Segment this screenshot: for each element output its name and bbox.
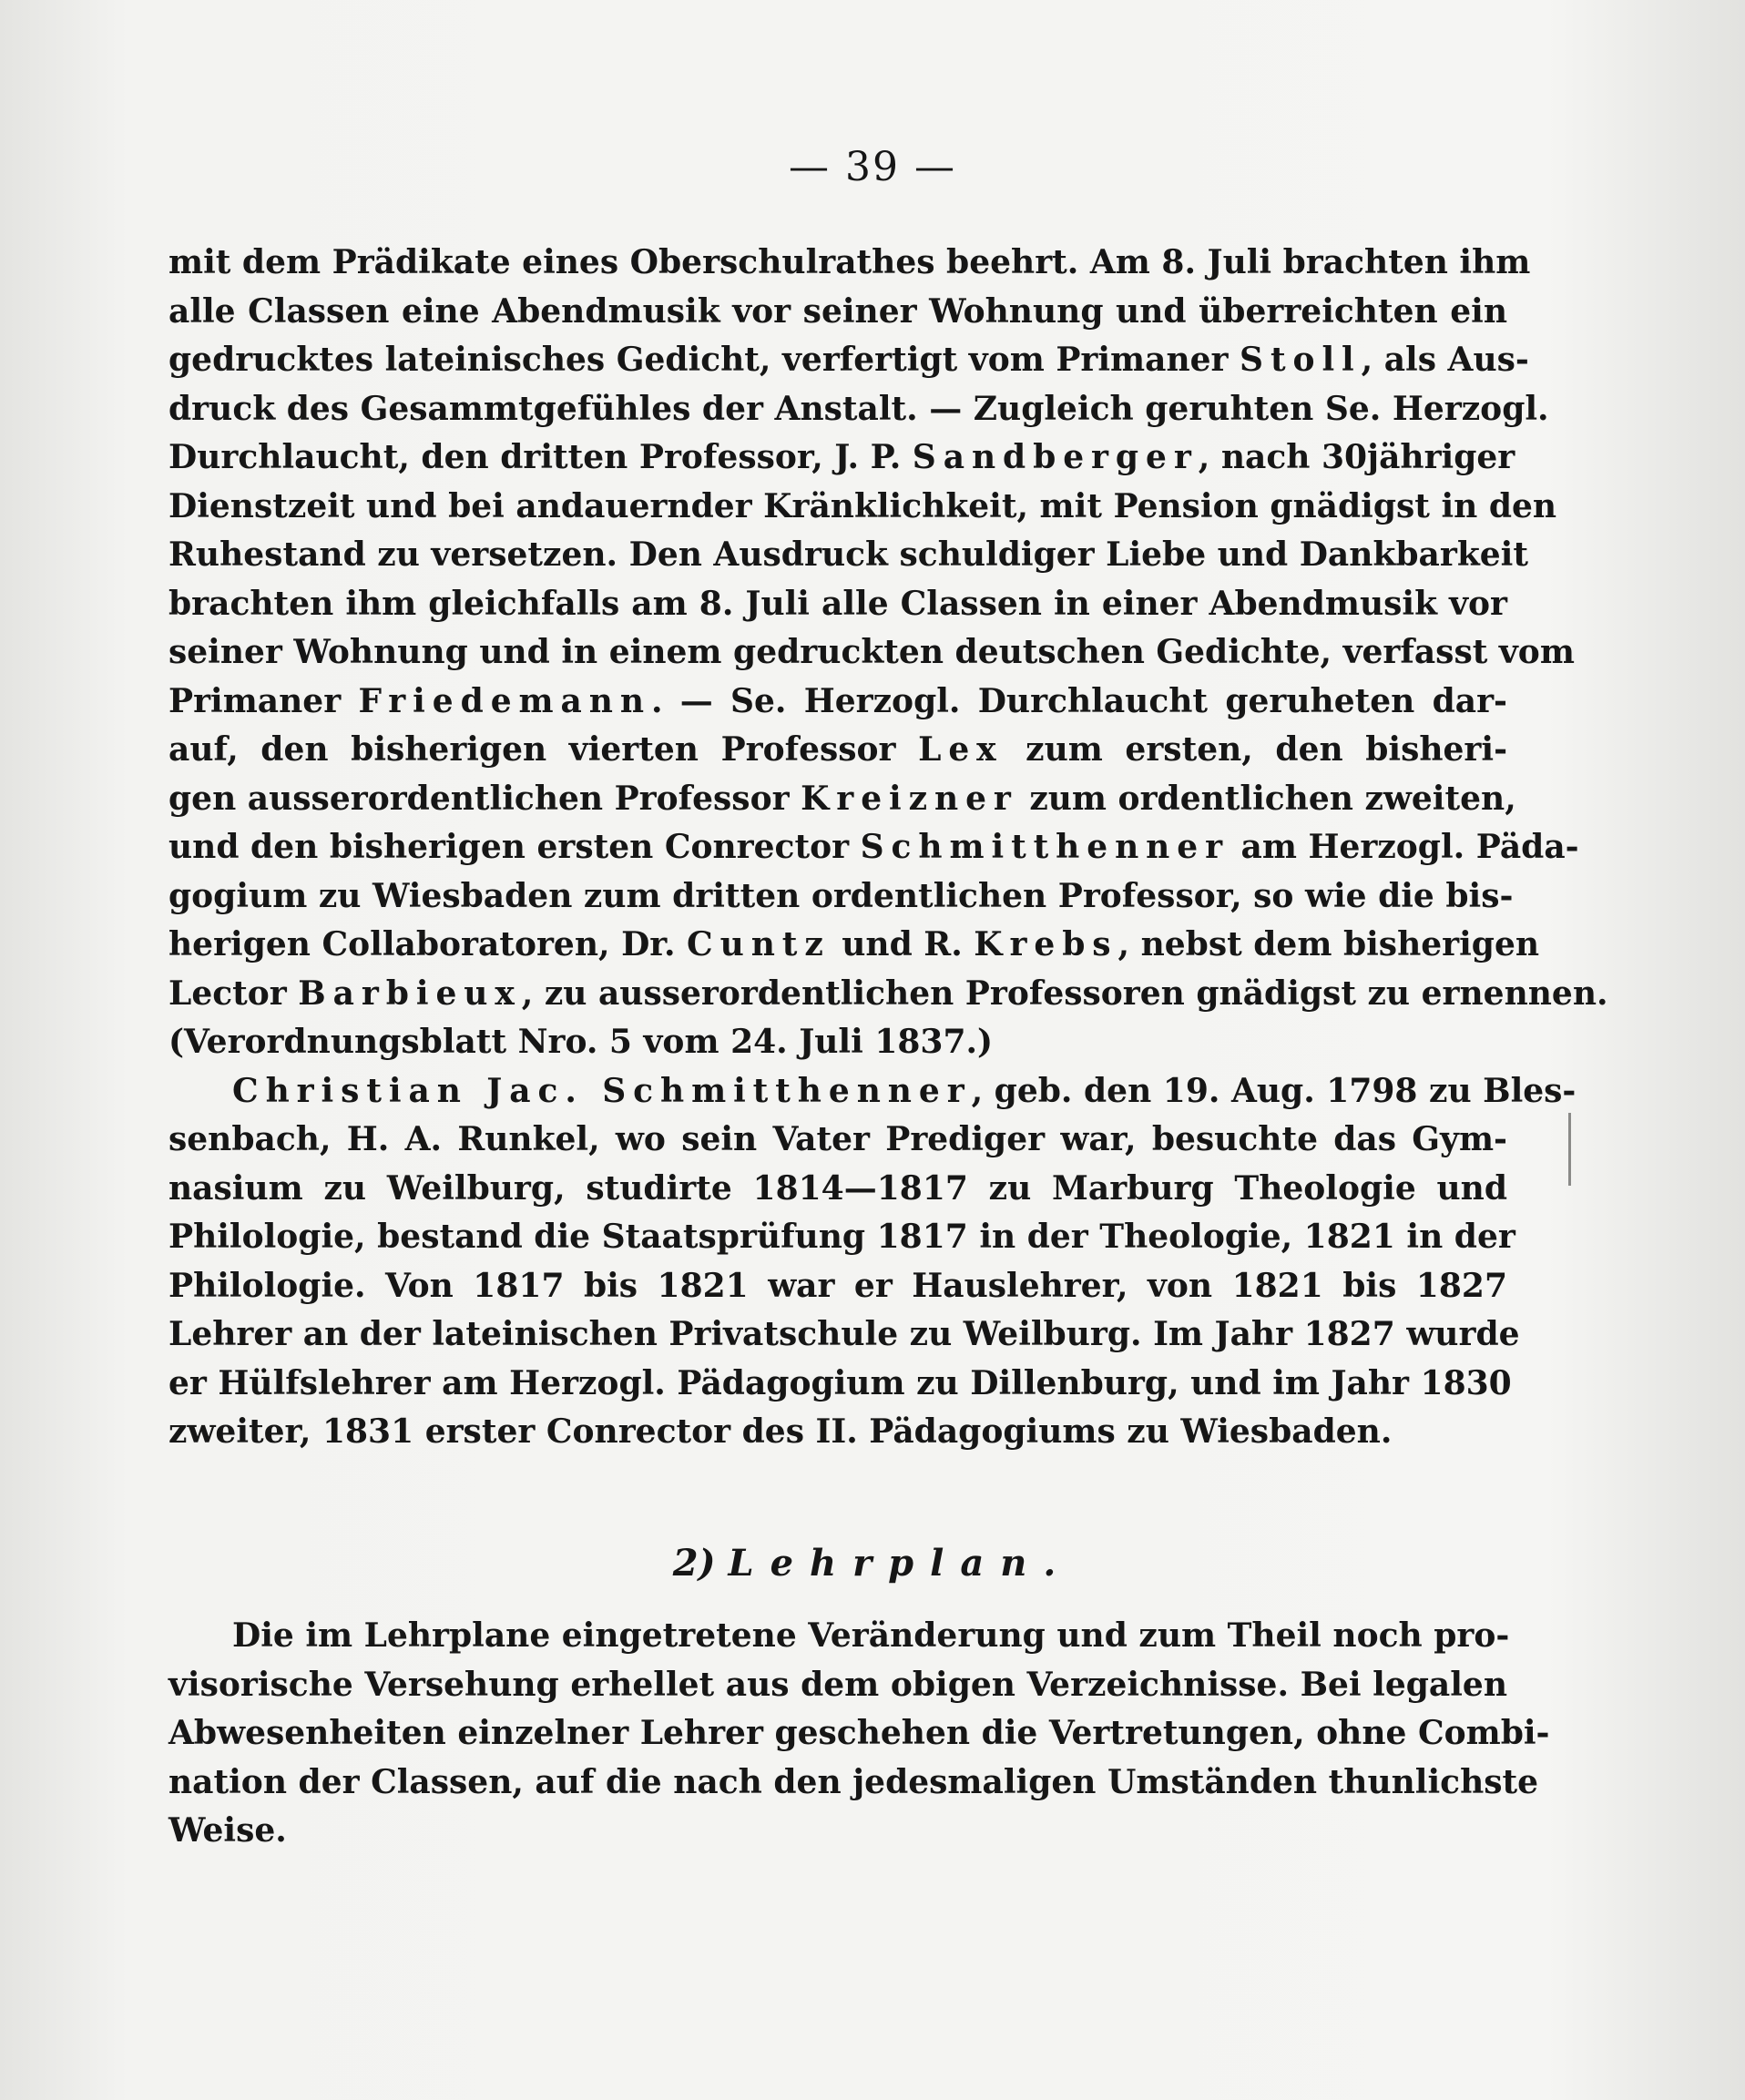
text-line: gogium zu Wiesbaden zum dritten ordentlichen Professor, so wie die bis-: [168, 876, 1514, 915]
margin-mark: [1568, 1113, 1571, 1186]
text-line: mit dem Prädikate eines Oberschulrathes beehrt. Am 8. Juli brachten ihm: [168, 243, 1531, 281]
spaced-name: Lex: [918, 730, 1004, 769]
spaced-name: Krebs: [974, 925, 1118, 963]
spaced-name: Friedemann: [358, 681, 651, 720]
text-line: Die im Lehrplane eingetretene Veränderung und zum Theil noch pro-: [232, 1616, 1510, 1655]
text-line: Christian Jac. Schmitthenner, geb. den 19. Aug. 1798 zu Bles-: [232, 1071, 1577, 1110]
text-line: senbach, H. A. Runkel, wo sein Vater Prediger war, besuchte das Gym-: [168, 1120, 1507, 1158]
spaced-name: Sandberger: [912, 438, 1199, 476]
text-line: Primaner Friedemann. — Se. Herzogl. Durchlaucht geruheten dar-: [168, 681, 1507, 720]
text-line: Dienstzeit und bei andauernder Kränklichkeit, mit Pension gnädigst in den: [168, 486, 1557, 525]
text-line: nasium zu Weilburg, studirte 1814—1817 zu Marburg Theologie und: [168, 1168, 1507, 1208]
page-number: — 39 —: [789, 144, 956, 190]
paragraph-honors-and-appointments: [168, 239, 1608, 1067]
text-line: Lehrer an der lateinischen Privatschule zu Weilburg. Im Jahr 1827 wurde: [168, 1315, 1520, 1353]
text-line: Abwesenheiten einzelner Lehrer geschehen die Vertretungen, ohne Combi-: [168, 1714, 1550, 1752]
text-line: Lector Barbieux, zu ausserordentlichen Professoren gnädigst zu ernennen.: [168, 974, 1608, 1013]
spaced-name: Christian Jac. Schmitthenner: [232, 1071, 972, 1110]
text-line: nation der Classen, auf die nach den jedesmaligen Umständen thunlichste: [168, 1762, 1539, 1801]
spaced-name: Stoll: [1240, 341, 1362, 379]
text-line: brachten ihm gleichfalls am 8. Juli alle Classen in einer Abendmusik vor: [168, 584, 1507, 623]
text-line: auf, den bisherigen vierten Professor Lex zum ersten, den bisheri-: [168, 730, 1508, 769]
text-line: Weise.: [168, 1811, 287, 1850]
paragraph-curriculum: [168, 1612, 1550, 1856]
text-line: zweiter, 1831 erster Conrector des II. Pädagogiums zu Wiesbaden.: [168, 1412, 1393, 1451]
text-line: Ruhestand zu versetzen. Den Ausdruck schuldiger Liebe und Dankbarkeit: [168, 535, 1528, 574]
text-line: seiner Wohnung und in einem gedruckten deutschen Gedichte, verfasst vom: [168, 633, 1575, 671]
section-number: 2): [672, 1542, 716, 1585]
spaced-name: Kreizner: [801, 779, 1018, 818]
main-text: [168, 239, 1608, 1457]
spaced-name: Cuntz: [687, 925, 831, 963]
text-line: und den bisherigen ersten Conrector Schmitthenner am Herzogl. Päda-: [168, 828, 1579, 866]
text-line: druck des Gesammtgefühles der Anstalt. — Zugleich geruhten Se. Herzogl.: [168, 389, 1549, 428]
text-line: gedrucktes lateinisches Gedicht, verfertigt vom Primaner Stoll, als Aus-: [168, 341, 1529, 379]
text-line: (Verordnungsblatt Nro. 5 vom 24. Juli 1837.): [168, 1023, 994, 1061]
text-line: Philologie. Von 1817 bis 1821 war er Hauslehrer, von 1821 bis 1827: [168, 1266, 1507, 1305]
spaced-name: Barbieux: [298, 974, 522, 1013]
text-line: herigen Collaboratoren, Dr. Cuntz und R. Krebs, nebst dem bisherigen: [168, 925, 1540, 963]
section-title: Lehrplan.: [728, 1542, 1073, 1585]
text-line: Durchlaucht, den dritten Professor, J. P. Sandberger, nach 30jähriger: [168, 438, 1515, 476]
text-line: er Hülfslehrer am Herzogl. Pädagogium zu Dillenburg, und im Jahr 1830: [168, 1363, 1512, 1402]
text-line: gen ausserordentlichen Professor Kreizner zum ordentlichen zweiten,: [168, 779, 1516, 818]
spaced-name: Schmitthenner: [860, 828, 1230, 866]
text-line: alle Classen eine Abendmusik vor seiner Wohnung und überreichten ein: [168, 291, 1507, 331]
section-heading: [0, 1542, 1745, 1585]
paragraph-biography: [168, 1067, 1577, 1457]
text-line: Philologie, bestand die Staatsprüfung 1817 in der Theologie, 1821 in der: [168, 1218, 1515, 1256]
text-line: visorische Versehung erhellet aus dem obigen Verzeichnisse. Bei legalen: [168, 1665, 1507, 1704]
